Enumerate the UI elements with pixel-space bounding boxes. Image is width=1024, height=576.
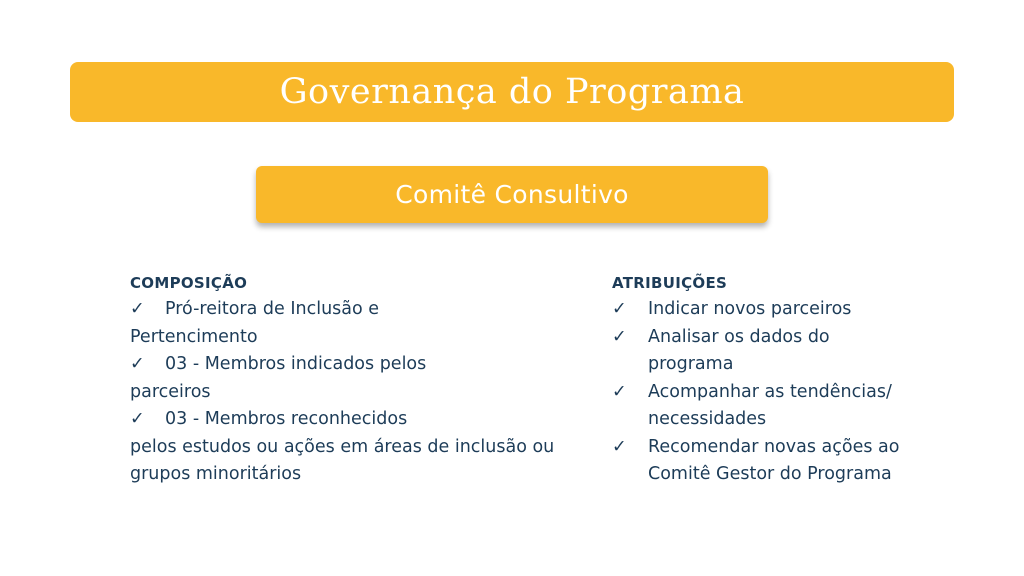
attribution-item [612, 296, 952, 324]
composition-heading: COMPOSIÇÃO [130, 274, 248, 292]
attribution-item [612, 434, 952, 489]
composition-item [130, 296, 585, 351]
composition-column [130, 272, 585, 489]
composition-item-continuation: Pertencimento [130, 326, 258, 347]
page-title: Governança do Programa [279, 72, 745, 112]
attribution-item-text: Recomendar novas ações ao Comitê Gestor do Programa [648, 436, 900, 484]
attribution-item-text: Analisar os dados do programa [648, 326, 830, 374]
attributions-column [612, 272, 952, 489]
composition-item [130, 351, 585, 406]
composition-item-continuation: pelos estudos ou ações em áreas de inclusão ou grupos minoritários [130, 436, 555, 484]
title-banner [70, 62, 954, 122]
composition-item-text: 03 - Membros indicados pelos [165, 354, 427, 374]
composition-item-text: Pró-reitora de Inclusão e [165, 299, 380, 319]
checkmark-icon: ✓ [130, 299, 145, 319]
checkmark-icon: ✓ [612, 381, 627, 402]
checkmark-icon: ✓ [612, 326, 627, 347]
checkmark-icon: ✓ [612, 436, 627, 457]
checkmark-icon: ✓ [130, 354, 145, 374]
subtitle-banner [256, 166, 768, 223]
attribution-item [612, 379, 952, 434]
composition-item-text: 03 - Membros reconhecidos [165, 409, 408, 429]
composition-item-continuation: parceiros [130, 381, 211, 402]
attribution-item-text: Indicar novos parceiros [648, 299, 852, 319]
attribution-item-text: Acompanhar as tendências/ necessidades [648, 381, 892, 429]
attributions-heading: ATRIBUIÇÕES [612, 274, 728, 292]
checkmark-icon: ✓ [612, 299, 627, 319]
composition-item [130, 406, 585, 489]
attribution-item [612, 324, 952, 379]
section-title: Comitê Consultivo [395, 180, 629, 209]
checkmark-icon: ✓ [130, 409, 145, 429]
